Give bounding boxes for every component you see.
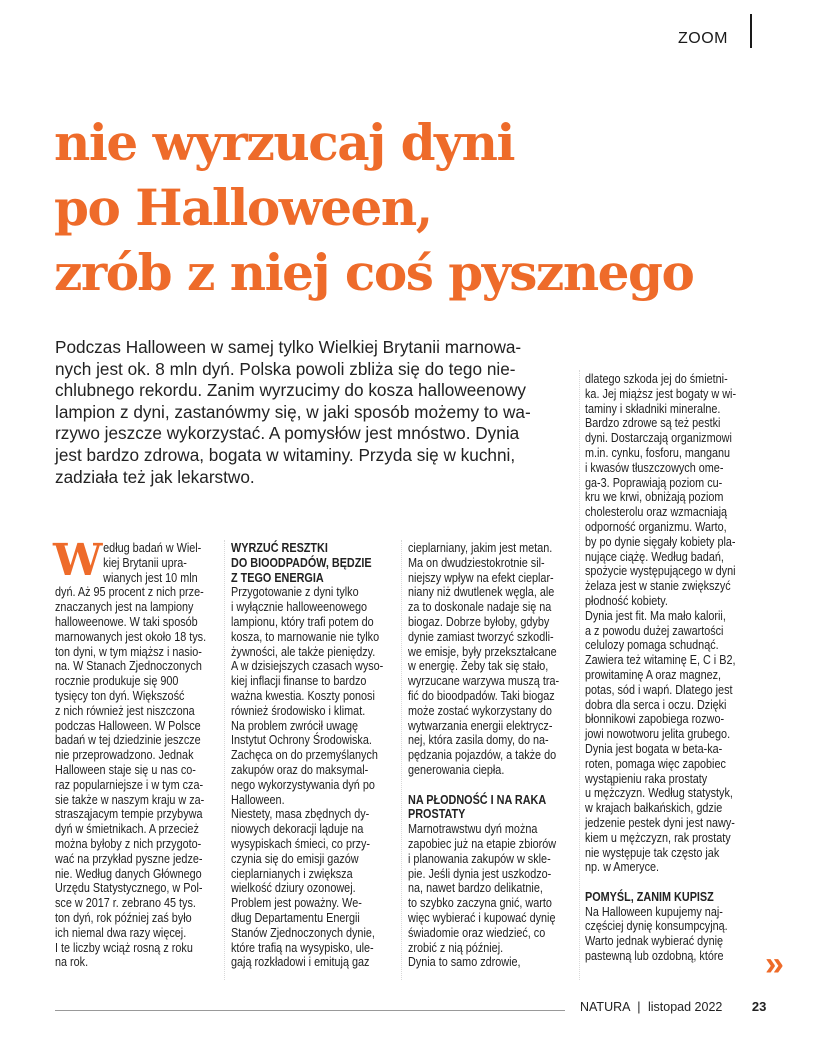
footer-rule [55, 1010, 565, 1011]
page-number: 23 [751, 999, 767, 1014]
text-line: nie. Według danych Głównego [55, 866, 202, 881]
text-line: edług badań w Wiel- [103, 541, 202, 555]
text-line: pędzania pojazdów, a także do [408, 748, 557, 763]
text-line: nujące ciążę. Według badań, [585, 549, 724, 564]
text-line: za to doskonale nadaje się na [408, 600, 552, 615]
section-heading: POMYŚL, ZANIM KUPISZ [585, 889, 714, 904]
text-line: to szybko zaczyna gnić, warto [408, 896, 552, 911]
text-line: które trafią na wysypisko, ule- [231, 940, 374, 955]
text-line: nie występuje tak często jak [585, 845, 720, 860]
text-line: wystąpieniu raka prostaty [585, 771, 708, 786]
body-column-3 [408, 541, 573, 970]
text-line: ważna kwestia. Koszty ponosi [231, 688, 375, 703]
column-divider [401, 540, 402, 980]
text-line: również środowisko i klimat. [231, 703, 366, 718]
text-line: dyń. Aż 95 procent z nich prze- [55, 585, 204, 600]
text-line: marnowanych jest około 18 tys. [55, 629, 207, 644]
text-line: kru we krwi, obniżają poziom [585, 490, 724, 505]
text-line: kiej inflacji finanse to bardzo [231, 674, 367, 689]
text-line: Ma on dwudziestokrotnie sil- [408, 555, 545, 570]
title-line: nie wyrzucaj dyni [54, 113, 514, 172]
text-line: podczas Halloween. W Polsce [55, 718, 201, 733]
text-line: więc wybierać i kupować dynię [408, 910, 556, 925]
text-line: spożycie występującego w dyni [585, 564, 736, 579]
text-line: sce w 2017 r. zebrano 45 tys. [55, 896, 196, 911]
text-line: strasząjacym tempie przybywa [55, 807, 203, 822]
text-line: ton dyni, w tym miąższ i nasio- [55, 644, 202, 659]
text-line: Zawiera też witaminę E, C i B2, [585, 653, 736, 668]
text-line: wać na przykład pyszne jedze- [55, 851, 203, 866]
text-line: zapobiec już na etapie zbiorów [408, 836, 557, 851]
drop-cap: W [53, 535, 103, 586]
text-line: Dynia to samo zdrowie, [408, 955, 521, 970]
magazine-name: NATURA [580, 1000, 630, 1014]
text-line: taminy i składniki mineralne. [585, 401, 721, 416]
text-line: cieplarnianych i zwiększa [231, 866, 353, 881]
section-divider [750, 14, 752, 48]
section-heading: NA PŁODNOŚĆ I NA RAKA [408, 792, 547, 807]
lead-line: lampion z dyni, zastanówmy się, w jaki sposób możemy to wa- [55, 401, 531, 422]
text-line: pie. Jeśli dynia jest uszkodzo- [408, 866, 552, 881]
text-line: i planowania zakupów w skle- [408, 851, 551, 866]
text-line: Na problem zwrócił uwagę [231, 718, 359, 733]
text-line: świadomie oraz wiedzieć, co [408, 925, 546, 940]
column-divider [224, 540, 225, 980]
text-line: dobra dla serca i oczu. Dzięki [585, 697, 727, 712]
paragraph-gap [585, 875, 760, 890]
text-line: nego wykorzystywania dyń po [231, 777, 375, 792]
text-line: dyń w śmietnikach. A przecież [55, 822, 199, 837]
text-line: Marnotrawstwu dyń można [408, 822, 538, 837]
text-line: ka. Jej miąższ jest bogaty w wi- [585, 386, 737, 401]
text-line: Halloween. [231, 792, 285, 807]
text-line: biogaz. Dobrze byłoby, gdyby [408, 614, 550, 629]
text-line: niejszy wpływ na efekt cieplar- [408, 570, 554, 585]
text-line: jowi nowotworu jelita grubego. [585, 727, 731, 742]
text-line: dynie zamiast tworzyć szkodli- [408, 629, 554, 644]
text-line: pastewną lub ozdobną, które [585, 949, 724, 964]
text-line: by po dynie sięgały kobiety pla- [585, 534, 736, 549]
text-line: nie przeprowadzono. Jednak [55, 748, 194, 763]
text-line: Dynia jest fit. Ma mało kalorii, [585, 608, 726, 623]
text-line: celulozy pomaga schudnąć. [585, 638, 719, 653]
column-divider [579, 370, 580, 980]
text-line: kiej Brytanii upra- [103, 555, 187, 570]
text-line: niany niż dwutlenek węgla, ale [408, 585, 555, 600]
double-chevron-right-icon: » [765, 945, 784, 983]
section-heading: WYRZUĆ RESZTKI [231, 541, 328, 555]
lead-line: chlubnego rekordu. Zanim wyrzucimy do kosza halloweenowy [55, 380, 526, 401]
footer-separator: | [637, 1000, 641, 1014]
text-line: ich niemal dwa razy więcej. [55, 925, 187, 940]
text-line: na rok. [55, 955, 89, 970]
body-column-1 [53, 535, 220, 970]
text-line: z nich również jest niszczona [55, 703, 195, 718]
text-line: błonnikowi zapobiega rozwo- [585, 712, 725, 727]
text-line: w energię. Żeby tak się stało, [408, 659, 549, 674]
text-line: i wyłącznie halloweenowego [231, 600, 368, 615]
text-line: znaczanych jest na lampiony [55, 600, 194, 615]
text-line: fić do bioodpadów. Taki biogaz [408, 688, 555, 703]
text-line: zrobić z nią później. [408, 940, 504, 955]
text-line: dług Departamentu Energii [231, 910, 360, 925]
text-line: na. W Stanach Zjednoczonych [55, 659, 202, 674]
text-line: tysięcy ton dyń. Większość [55, 688, 185, 703]
text-line: roten, pomaga więc zapobiec [585, 756, 726, 771]
text-line: odporność organizmu. Warto, [585, 519, 727, 534]
text-line: np. w Ameryce. [585, 860, 660, 875]
text-line: Zachęca on do przemyślanych [231, 748, 378, 763]
text-line: Przygotowanie z dyni tylko [231, 585, 359, 600]
text-line: Niestety, masa zbędnych dy- [231, 807, 370, 822]
text-line: wysypiskach śmieci, co przy- [231, 836, 371, 851]
text-line: i kwasów tłuszczowych ome- [585, 460, 724, 475]
text-line: I te liczby wciąż rosną z roku [55, 940, 193, 955]
text-line: rocznie produkuje się 900 [55, 674, 179, 689]
text-line: wytwarzania energii elektrycz- [408, 718, 553, 733]
text-line: cieplarniany, jakim jest metan. [408, 541, 553, 555]
text-line: Halloween staje się u nas co- [55, 762, 196, 777]
text-line: zakupów oraz do maksymal- [231, 762, 369, 777]
text-line: prowitaminę A oraz magnez, [585, 667, 722, 682]
text-line: częściej dynię konsumpcyjną. [585, 919, 728, 934]
text-line: dlatego szkoda jej do śmietni- [585, 372, 728, 386]
article-lead [55, 337, 585, 488]
text-line: badań w tej dziedzinie jeszcze [55, 733, 201, 748]
text-line: płodność kobiety. [585, 593, 668, 608]
text-line: Na Halloween kupujemy naj- [585, 904, 723, 919]
text-line: gają rozkładowi i emitują gaz [231, 955, 370, 970]
text-line: kosza, to marnowanie nie tylko [231, 629, 380, 644]
text-line: we emisje, były przekształcane [408, 644, 557, 659]
text-line: żelaza jest w stanie zwiększyć [585, 579, 731, 594]
text-line: Instytut Ochrony Środowiska. [231, 733, 372, 748]
page-footer [580, 999, 766, 1014]
section-heading: Z TEGO ENERGIA [231, 570, 324, 585]
text-line: sie także w naszym kraju w za- [55, 792, 205, 807]
text-line: Dynia jest bogata w beta-ka- [585, 741, 723, 756]
text-line: a z powodu dużej zawartości [585, 623, 724, 638]
text-line: niowych dekoracji ląduje na [231, 822, 364, 837]
text-line: czynia się do emisji gazów [231, 851, 359, 866]
text-line: m.in. cynku, fosforu, manganu [585, 445, 731, 460]
text-line: kiem u mężczyzn, rak prostaty [585, 830, 731, 845]
text-line: A w dzisiejszych czasach wyso- [231, 659, 384, 674]
lead-line: nych jest ok. 8 mln dyń. Polska powoli zbliża się do tego nie- [55, 358, 516, 379]
text-line: lampionu, który trafi potem do [231, 614, 374, 629]
article-title [54, 110, 794, 305]
text-line: jedzenie pestek dyni jest nawy- [585, 815, 735, 830]
text-line: Problem jest poważny. We- [231, 896, 362, 911]
text-line: na, nawet bardzo delikatnie, [408, 881, 543, 896]
section-heading: DO BIOODPADÓW, BĘDZIE [231, 555, 372, 570]
text-line: raz popularniejsze i w tym cza- [55, 777, 204, 792]
lead-line: rzywo jeszcze wykorzystać. A pomysłów jest mnóstwo. Dynia [55, 423, 520, 444]
paragraph-gap [408, 778, 573, 793]
text-line: w krajach bałkańskich, gdzie [585, 801, 723, 816]
body-column-2 [231, 541, 396, 970]
text-line: można byłoby z nich przygoto- [55, 836, 202, 851]
text-line: ton dyń, rok później zaś było [55, 910, 192, 925]
text-line: u mężczyzn. Według statystyk, [585, 786, 733, 801]
text-line: Bardzo zdrowe są też pestki [585, 416, 721, 431]
text-line: wianych jest 10 mln [103, 570, 198, 585]
text-line: ga-3. Poprawiają poziom cu- [585, 475, 723, 490]
section-heading: PROSTATY [408, 807, 466, 822]
text-line: nej, która zasila domy, do na- [408, 733, 549, 748]
lead-line: jest bardzo zdrowa, bogata w witaminy. Przyda się w kuchni, [55, 444, 516, 465]
issue-date: listopad 2022 [648, 1000, 723, 1014]
text-line: generowania ciepła. [408, 762, 505, 777]
text-line: Urzędu Statystycznego, w Pol- [55, 881, 203, 896]
title-line: po Halloween, [54, 178, 432, 237]
text-line: Stanów Zjednoczonych dynie, [231, 925, 375, 940]
text-line: cholesterolu oraz wzmacniają [585, 505, 728, 520]
text-line: może zostać wykorzystany do [408, 703, 552, 718]
text-line: wyrzucane warzywa muszą tra- [408, 674, 560, 689]
text-line: dyni. Dostarczają organizmowi [585, 431, 732, 446]
title-line: zrób z niej coś pysznego [54, 243, 694, 302]
text-line: halloweenowe. W taki sposób [55, 614, 198, 629]
text-line: żywności, ale także pieniędzy. [231, 644, 376, 659]
text-line: potas, sód i wapń. Dlatego jest [585, 682, 733, 697]
lead-line: zadziała też jak lekarstwo. [55, 466, 255, 487]
body-column-4 [585, 372, 760, 964]
section-label: ZOOM [678, 30, 728, 47]
lead-line: Podczas Halloween w samej tylko Wielkiej Brytanii marnowa- [55, 337, 522, 357]
text-line: wielkość dziury ozonowej. [231, 881, 356, 896]
text-line: Warto jednak wybierać dynię [585, 934, 724, 949]
